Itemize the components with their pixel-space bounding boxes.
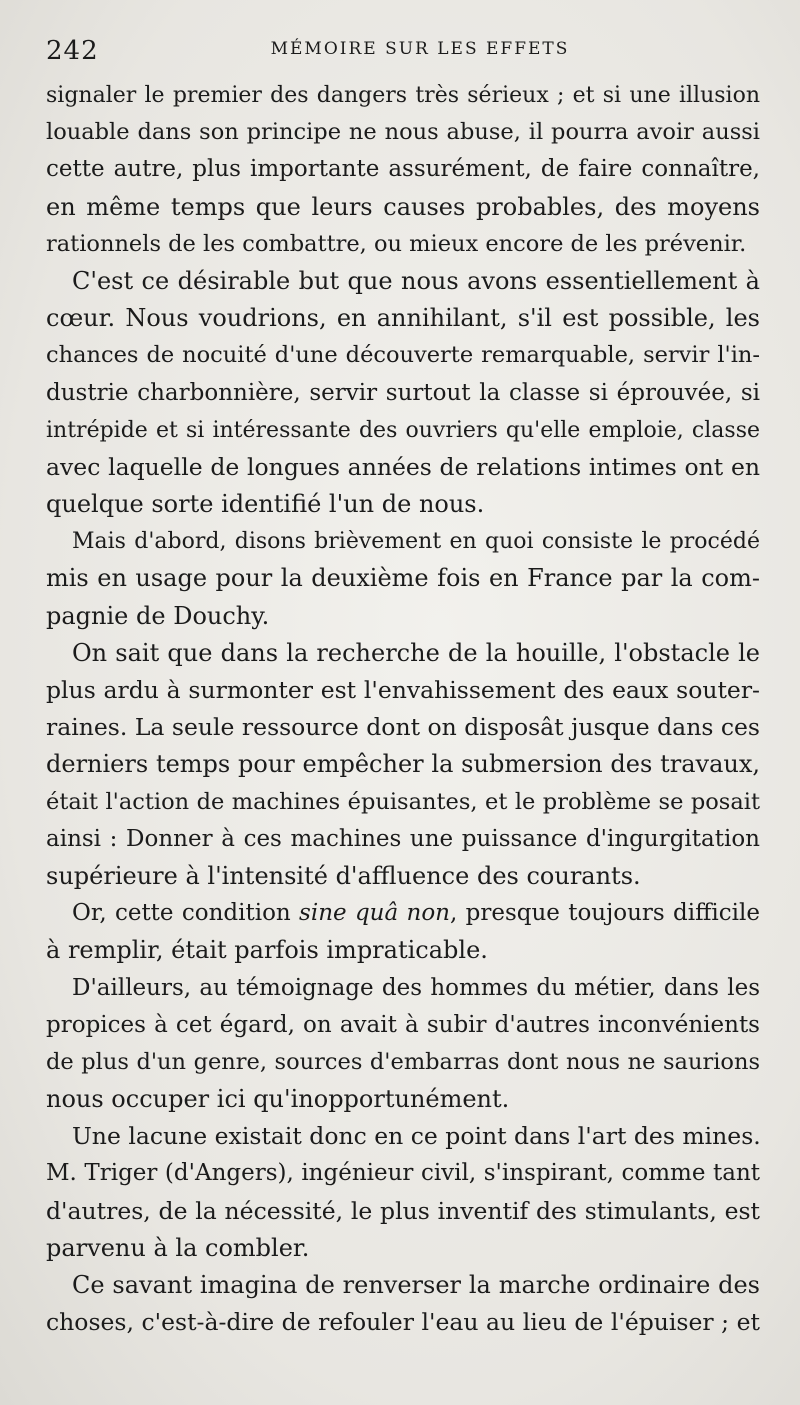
text-line: supérieure à l'intensité d'affluence des courants.: [46, 861, 641, 890]
text-line: quelque sorte identifié l'un de nous.: [46, 490, 485, 519]
text-line: de plus d'un genre, sources d'embarras dont nous ne saurions: [46, 1048, 760, 1075]
text-line: chances de nocuité d'une découverte remarquable, servir l'in-: [46, 342, 760, 369]
text-line: en même temps que leurs causes probables, des moyens: [46, 192, 760, 221]
text-line: propices à cet égard, on avait à subir d'autres inconvénients: [46, 1011, 760, 1038]
page-number: 242: [46, 36, 99, 66]
text-line: signaler le premier des dangers très sérieux ; et si une illusion: [46, 83, 760, 108]
text-line: rationnels de les combattre, ou mieux encore de les prévenir.: [46, 230, 747, 257]
text-line: On sait que dans la recherche de la houille, l'obstacle le: [72, 638, 760, 667]
text-line: Mais d'abord, disons brièvement en quoi consiste le procédé: [72, 529, 760, 555]
text-line: intrépide et si intéressante des ouvriers qu'elle emploie, classe: [46, 417, 760, 443]
text-line: Une lacune existait donc en ce point dans l'art des mines.: [72, 1122, 761, 1151]
text-line: choses, c'est-à-dire de refouler l'eau au lieu de l'épuiser ; et: [46, 1308, 760, 1337]
text-line: plus ardu à surmonter est l'envahissement des eaux souter-: [46, 676, 760, 704]
text-line: parvenu à la combler.: [46, 1233, 310, 1262]
text-run: , presque toujours difficile: [449, 900, 760, 927]
text-run: Or, cette condition: [72, 900, 300, 927]
italic-phrase: sine quâ non: [299, 900, 450, 927]
body-text: [46, 77, 760, 1341]
text-line: pagnie de Douchy.: [46, 601, 270, 630]
text-line: M. Triger (d'Angers), ingénieur civil, s'inspirant, comme tant: [46, 1160, 760, 1187]
text-line: raines. La seule ressource dont on disposât jusque dans ces: [46, 713, 760, 742]
text-line: C'est ce désirable but que nous avons essentiellement à: [72, 266, 760, 295]
text-line: à remplir, était parfois impraticable.: [46, 936, 488, 965]
page-header: [46, 36, 754, 68]
running-head: MÉMOIRE SUR LES EFFETS: [270, 39, 570, 59]
text-line: d'autres, de la nécessité, le plus inventif des stimulants, est: [46, 1196, 760, 1225]
text-line: était l'action de machines épuisantes, et le problème se posait: [46, 788, 760, 815]
text-line: louable dans son principe ne nous abuse, il pourra avoir aussi: [46, 119, 760, 146]
text-line: ainsi : Donner à ces machines une puissance d'ingurgitation: [46, 825, 760, 852]
text-line: dustrie charbonnière, servir surtout la classe si éprouvée, si: [46, 379, 760, 406]
text-line: cœur. Nous voudrions, en annihilant, s'il est possible, les: [46, 304, 760, 333]
text-line: D'ailleurs, au témoignage des hommes du métier, dans les: [72, 974, 760, 1001]
text-line: avec laquelle de longues années de relations intimes ont en: [46, 452, 760, 481]
text-line: derniers temps pour empêcher la submersion des travaux,: [46, 750, 760, 779]
text-line: nous occuper ici qu'inopportunément.: [46, 1085, 510, 1114]
text-line: Ce savant imagina de renverser la marche ordinaire des: [72, 1271, 760, 1299]
text-line: mis en usage pour la deuxième fois en France par la com-: [46, 564, 760, 593]
text-line: cette autre, plus importante assurément, de faire connaître,: [46, 156, 760, 183]
text-line: [46, 895, 760, 932]
